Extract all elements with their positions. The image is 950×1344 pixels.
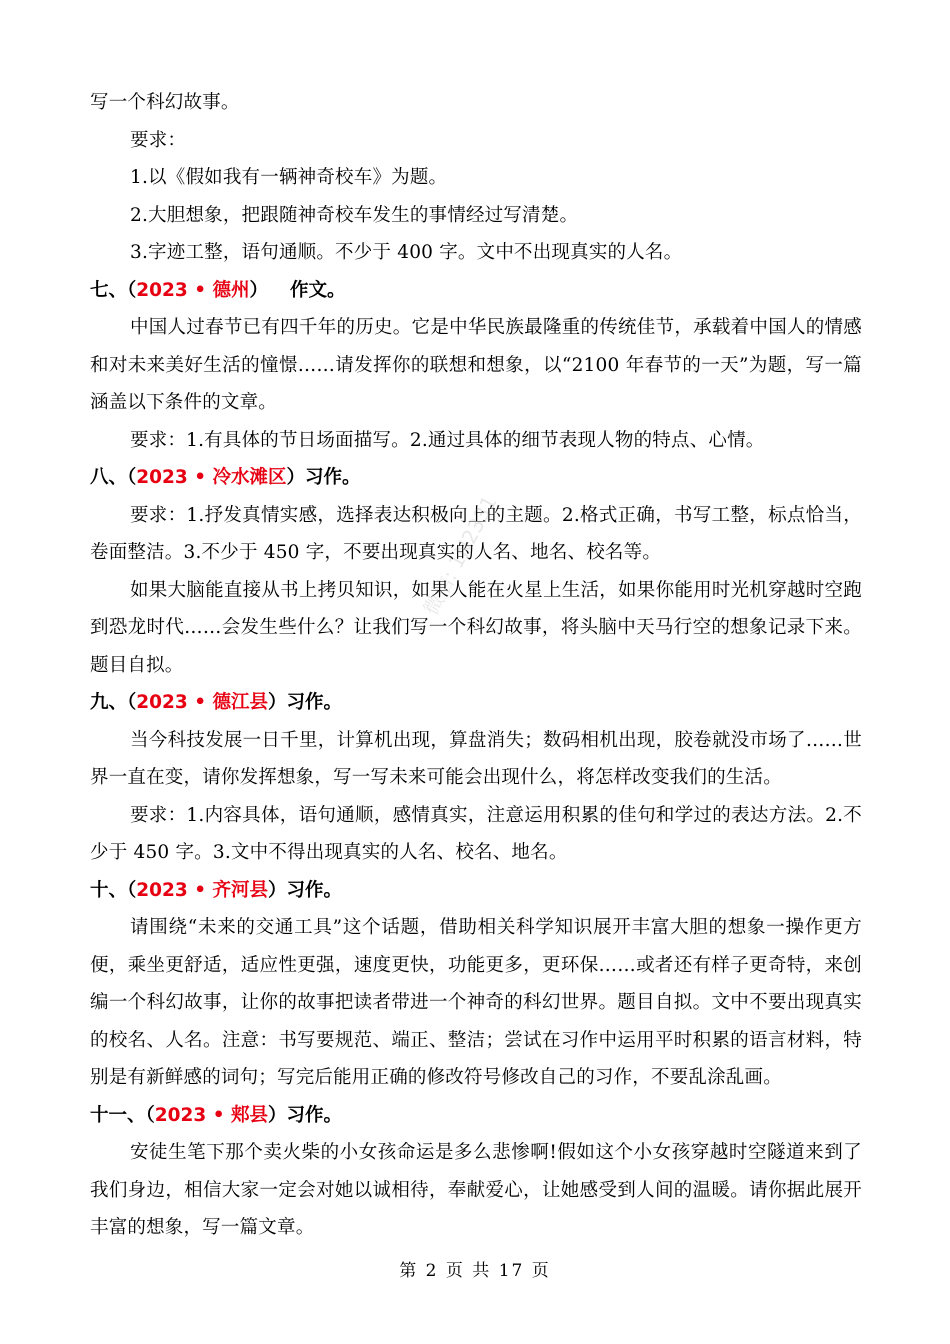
watermark: 微信: 1N2331: [418, 491, 502, 620]
question-task: 习作。: [304, 467, 361, 488]
question-number: 十一、（: [90, 1104, 155, 1126]
question-number: 十、（: [90, 879, 137, 901]
question-paren-close: ）: [267, 879, 287, 901]
question-8-requirements: 要求：1.抒发真情实感，选择表达积极向上的主题。2.格式正确，书写工整，标点恰当，卷面整洁。3.不少于 450 字，不要出现真实的人名、地名、校名等。: [90, 504, 862, 563]
question-7-body: 中国人过春节已有四千年的历史。它是中华民族最隆重的传统佳节，承载着中国人的情感和对未来美好生活的憧憬……请发挥你的联想和想象，以“2100 年春节的一天”为题，写一篇涵盖以下条件的文章。: [90, 317, 862, 413]
question-10-heading: [90, 872, 862, 910]
question-10-body: 请围绕“未来的交通工具”这个话题，借助相关科学知识展开丰富大胆的想象一操作更方便，乘坐更舒适，适应性更强，速度更快，功能更多，更环保……或者还有样子更奇特，来创编一个科幻故事，让你的故事把读者带进一个神奇的科幻世界。题目自拟。文中不要出现真实的校名、人名。注意：书写要规范、端正、整洁；尝试在习作中运用平时积累的语言材料，特别是有新鲜感的词句；写完后能用正确的修改符号修改自己的习作，不要乱涂乱画。: [90, 917, 862, 1088]
question-source: 2023 • 德江县: [136, 692, 268, 713]
question-7-requirements: 要求：1.有具体的节日场面描写。2.通过具体的细节表现人物的特点、心情。: [130, 429, 765, 451]
document-page: [90, 84, 862, 1247]
intro-requirement-3: 3.字迹工整，语句通顺。不少于 400 字。文中不出现真实的人名。: [130, 242, 683, 263]
question-7-heading: [90, 272, 862, 310]
question-number: 八、（: [90, 467, 137, 488]
question-source: 2023 • 冷水滩区: [136, 467, 287, 488]
question-task: 习作。: [286, 1104, 342, 1126]
question-paren-close: ）: [286, 467, 305, 488]
question-8-body: 如果大脑能直接从书上拷贝知识，如果人能在火星上生活，如果你能用时光机穿越时空跑到恐龙时代……会发生些什么？让我们写一个科幻故事，将头脑中天马行空的想象记录下来。题目自拟。: [90, 579, 862, 676]
intro-requirements-label: 要求：: [130, 129, 187, 151]
intro-requirement-2: 2.大胆想象，把跟随神奇校车发生的事情经过写清楚。: [130, 204, 579, 226]
intro-line: 写一个科幻故事。: [90, 92, 240, 113]
question-source: 2023 • 齐河县: [136, 879, 268, 901]
question-task: 习作。: [286, 692, 342, 713]
question-11-body: 安徒生笔下那个卖火柴的小女孩命运是多么悲惨啊!假如这个小女孩穿越时空隧道来到了我们身边，相信大家一定会对她以诚相待，奉献爱心，让她感受到人间的温暖。请你据此展开丰富的想象，写一篇文章。: [90, 1142, 862, 1238]
question-source: 2023 • 郏县: [154, 1104, 268, 1126]
page-footer: 第 2 页 共 17 页: [399, 1261, 551, 1281]
question-source: 2023 • 德州: [136, 279, 250, 301]
question-number: 九、（: [90, 692, 137, 713]
question-9-body: 当今科技发展一日千里，计算机出现，算盘消失；数码相机出现，胶卷就没市场了……世界一直在变，请你发挥想象，写一写未来可能会出现什么，将怎样改变我们的生活。: [90, 729, 862, 788]
question-paren-close: ）: [267, 1104, 287, 1126]
question-9-heading: [90, 684, 862, 722]
question-task: 习作。: [286, 879, 342, 901]
question-number: 七、（: [90, 279, 137, 301]
question-paren-close: ）: [267, 692, 287, 713]
question-9-requirements: 要求：1.内容具体，语句通顺，感情真实，注意运用积累的佳句和学过的表达方法。2.不少于 450 字。3.文中不得出现真实的人名、校名、地名。: [90, 804, 862, 863]
intro-requirement-1: 1.以《假如我有一辆神奇校车》为题。: [130, 167, 448, 188]
question-11-heading: [90, 1097, 862, 1135]
question-task: 作文。: [289, 279, 346, 301]
question-paren-close: ）: [249, 279, 268, 301]
